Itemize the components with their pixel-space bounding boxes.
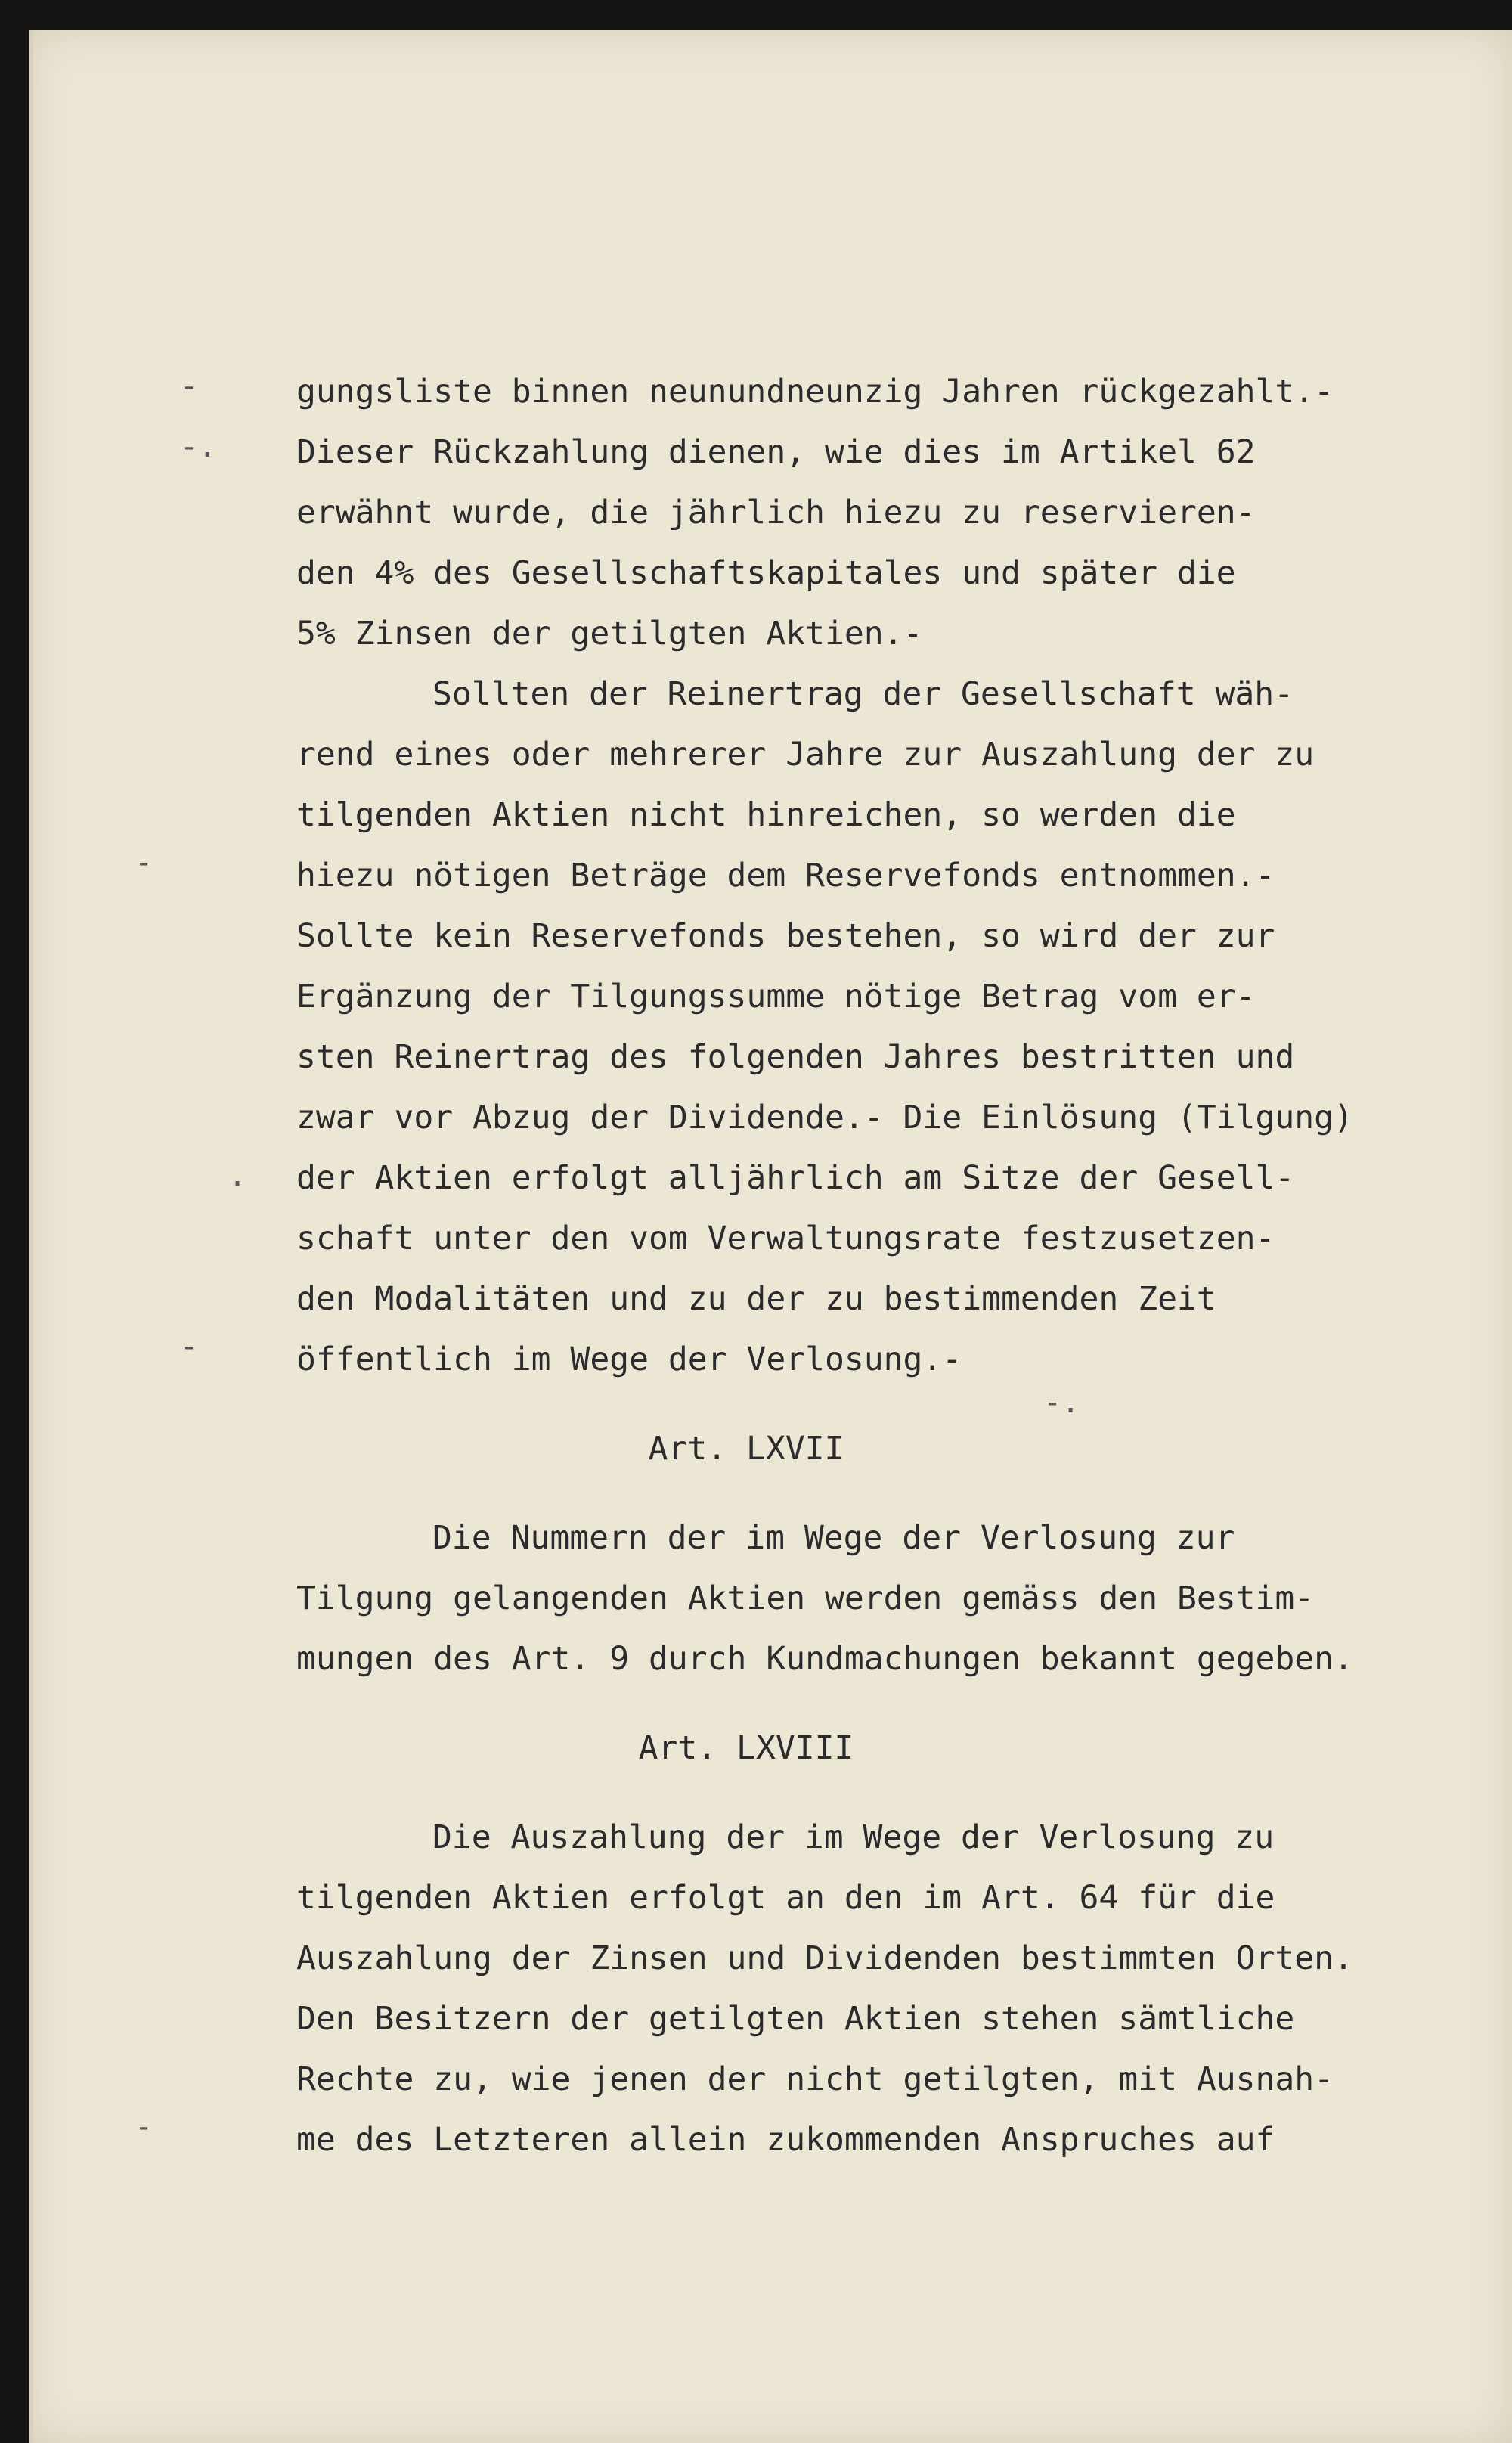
article-68-text xyxy=(296,1807,1476,2170)
text-line: Den Besitzern der getilgten Aktien stehen sämtliche xyxy=(296,2000,1295,2038)
typed-document-body xyxy=(296,361,1476,2170)
text-line: den 4% des Gesellschaftskapitales und später die xyxy=(296,554,1236,592)
article-67-heading: Art. LXVII xyxy=(648,1430,844,1468)
text-line: zwar vor Abzug der Dividende.- Die Einlösung (Tilgung) xyxy=(296,1099,1353,1136)
text-line: Ergänzung der Tilgungssumme nötige Betrag vom er- xyxy=(296,978,1256,1015)
text-line: tilgenden Aktien nicht hinreichen, so werden die xyxy=(296,796,1236,834)
margin-mark: . xyxy=(228,1158,247,1193)
text-line: Rechte zu, wie jenen der nicht getilgten, mit Ausnah- xyxy=(296,2060,1334,2098)
text-line: me des Letzteren allein zukommenden Anspruches auf xyxy=(296,2121,1275,2159)
text-line: Sollten der Reinertrag der Gesellschaft wäh- xyxy=(432,675,1294,713)
text-line: rend eines oder mehrerer Jahre zur Auszahlung der zu xyxy=(296,736,1315,774)
text-line: Tilgung gelangenden Aktien werden gemäss den Bestim- xyxy=(296,1580,1315,1617)
text-line: schaft unter den vom Verwaltungsrate festzusetzen- xyxy=(296,1220,1275,1257)
text-line: Sollte kein Reservefonds bestehen, so wird der zur xyxy=(296,917,1275,955)
paper-edge xyxy=(29,30,33,2443)
text-line: Die Nummern der im Wege der Verlosung zur xyxy=(432,1519,1235,1557)
paragraph-reinertrag xyxy=(296,664,1476,1390)
text-line: mungen des Art. 9 durch Kundmachungen bekannt gegeben. xyxy=(296,1640,1353,1678)
text-line: Auszahlung der Zinsen und Dividenden bestimmten Orten. xyxy=(296,1939,1353,1977)
margin-mark: - xyxy=(180,369,199,404)
text-line: 5% Zinsen der getilgten Aktien.- xyxy=(296,615,923,653)
text-line: hiezu nötigen Beträge dem Reservefonds entnommen.- xyxy=(296,857,1275,894)
text-line: tilgenden Aktien erfolgt an den im Art. 64 für die xyxy=(296,1879,1275,1917)
margin-mark: -. xyxy=(1043,1385,1080,1420)
text-line: öffentlich im Wege der Verlosung.- xyxy=(296,1341,962,1378)
text-line: erwähnt wurde, die jährlich hiezu zu reservieren- xyxy=(296,494,1256,532)
text-line: Dieser Rückzahlung dienen, wie dies im Artikel 62 xyxy=(296,433,1256,471)
article-68-heading: Art. LXVIII xyxy=(638,1729,854,1767)
margin-mark: - xyxy=(135,845,153,880)
text-line: sten Reinertrag des folgenden Jahres bestritten und xyxy=(296,1038,1295,1076)
margin-mark: -. xyxy=(180,429,217,464)
margin-mark: - xyxy=(180,1329,199,1364)
paragraph-continuation xyxy=(296,361,1476,664)
margin-mark: - xyxy=(135,2110,153,2144)
text-line: der Aktien erfolgt alljährlich am Sitze der Gesell- xyxy=(296,1159,1295,1197)
text-line: gungsliste binnen neunundneunzig Jahren rückgezahlt.- xyxy=(296,373,1334,411)
text-line: den Modalitäten und zu der zu bestimmenden Zeit xyxy=(296,1280,1216,1318)
text-line: Die Auszahlung der im Wege der Verlosung zu xyxy=(432,1818,1275,1856)
article-67-text xyxy=(296,1508,1476,1689)
